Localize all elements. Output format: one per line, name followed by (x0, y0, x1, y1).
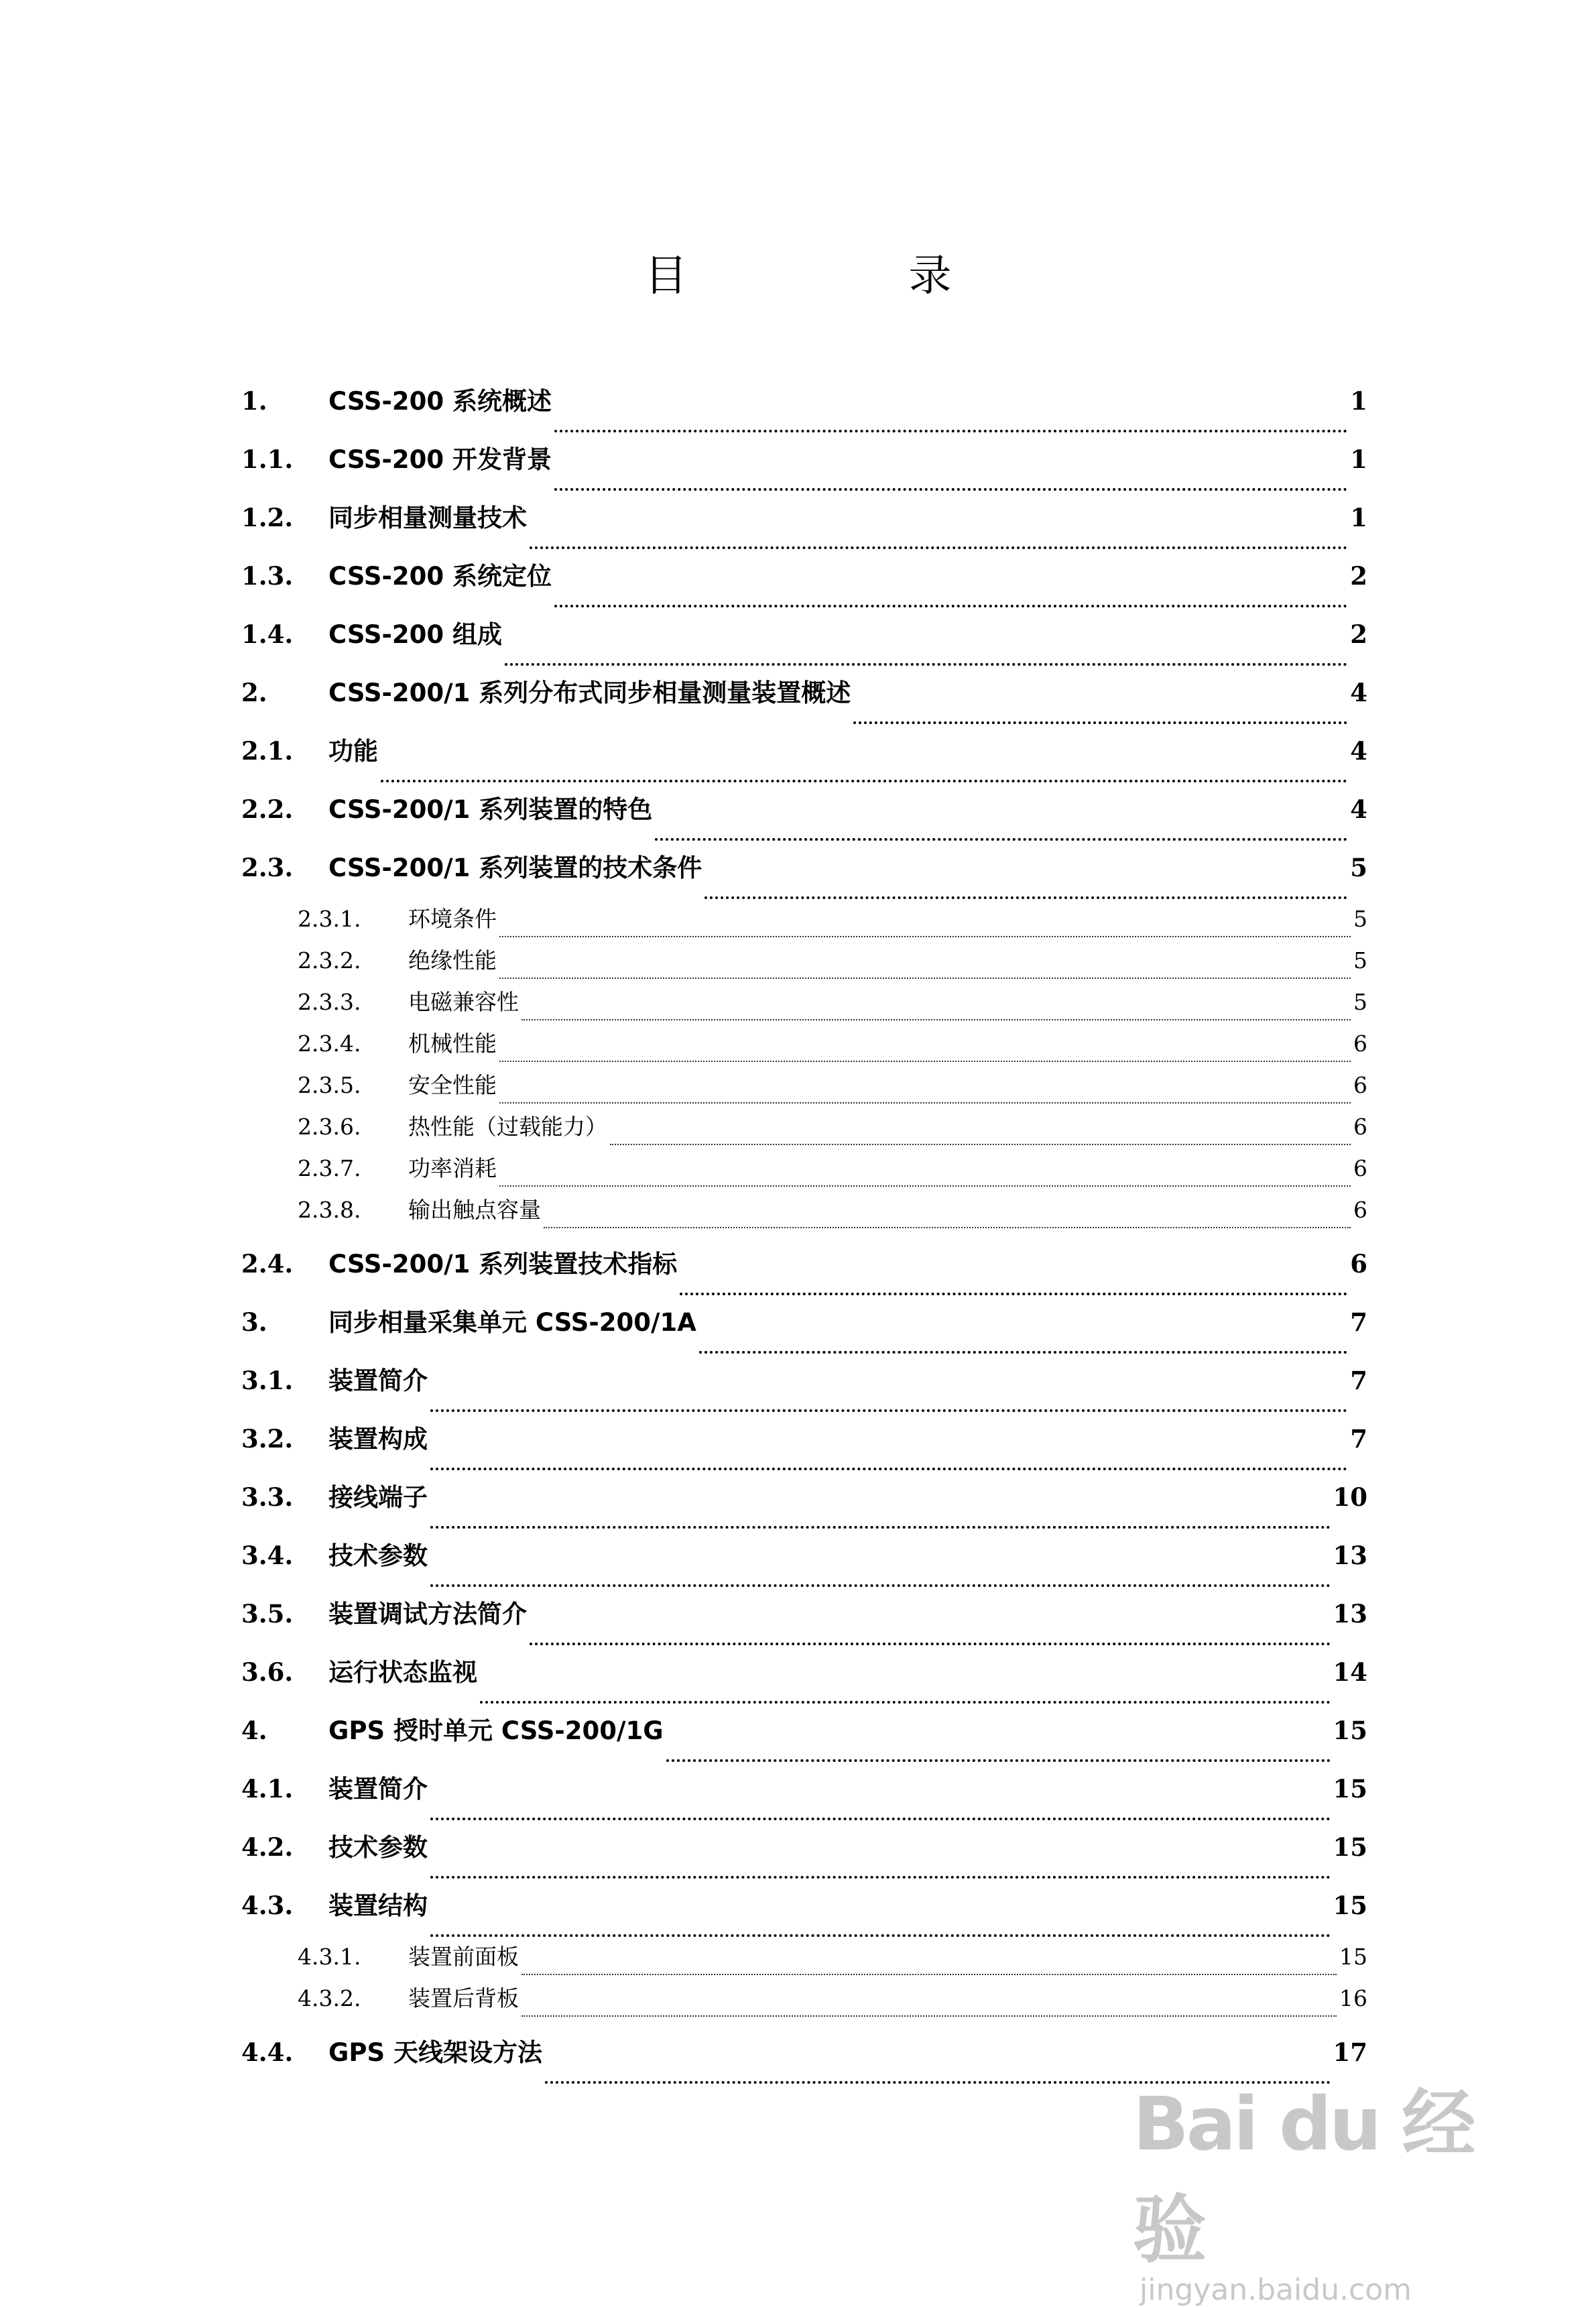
toc-entry-number: 4.3.2. (298, 1985, 361, 2011)
toc-leader-dots (499, 936, 1351, 937)
toc-entry-page: 5 (1350, 853, 1367, 882)
toc-entry[interactable] (298, 1981, 1367, 2023)
toc-leader-dots (521, 1019, 1351, 1020)
toc-entry-number: 2.3.1. (298, 906, 361, 932)
toc-entry-page: 15 (1333, 1716, 1367, 1745)
toc-leader-dots (430, 1584, 1331, 1587)
toc-entry[interactable] (241, 1535, 1367, 1594)
toc-entry[interactable] (241, 1594, 1367, 1652)
title-char-2: 录 (908, 251, 952, 301)
toc-leader-dots (544, 1227, 1351, 1228)
toc-entry-title: 装置构成 (328, 1425, 428, 1454)
toc-leader-dots (499, 978, 1351, 979)
toc-entry[interactable] (298, 1110, 1367, 1151)
toc-entry-title: GPS 天线架设方法 (328, 2038, 543, 2067)
toc-entry-number: 3.5. (241, 1599, 294, 1629)
toc-leader-dots (430, 1876, 1331, 1879)
toc-entry-number: 2.3.7. (298, 1155, 361, 1181)
toc-entry-title: 装置前面板 (408, 1944, 519, 1970)
toc-leader-dots (530, 546, 1347, 549)
toc-entry-number: 4. (241, 1716, 267, 1745)
toc-entry-page: 15 (1333, 1832, 1367, 1862)
toc-entry[interactable] (241, 614, 1367, 672)
toc-entry-page: 4 (1350, 794, 1367, 824)
toc-entry-number: 2.3.5. (298, 1072, 361, 1098)
toc-leader-dots (505, 663, 1347, 666)
toc-entry-number: 3.6. (241, 1657, 294, 1687)
toc-entry[interactable] (298, 1193, 1367, 1234)
toc-entry[interactable] (241, 381, 1367, 439)
toc-entry-title: CSS-200 开发背景 (328, 445, 552, 474)
toc-entry[interactable] (298, 902, 1367, 943)
toc-entry-title: 技术参数 (328, 1541, 428, 1570)
toc-entry[interactable] (241, 847, 1367, 906)
toc-entry-page: 6 (1353, 1197, 1367, 1223)
toc-entry-number: 2.3. (241, 853, 294, 882)
toc-entry-title: 同步相量采集单元 CSS-200/1A (328, 1308, 696, 1337)
toc-leader-dots (499, 1185, 1351, 1187)
toc-entry-number: 4.3. (241, 1891, 294, 1920)
toc-entry-title: 装置调试方法简介 (328, 1600, 527, 1629)
title-char-1: 目 (644, 251, 688, 301)
watermark-url: jingyan.baidu.com (1140, 2273, 1412, 2307)
toc-leader-dots (853, 721, 1347, 724)
toc-entry-number: 3.2. (241, 1424, 294, 1454)
toc-entry-page: 7 (1350, 1424, 1367, 1454)
toc-entry-title: CSS-200 系统概述 (328, 387, 552, 416)
toc-entry[interactable] (241, 1710, 1367, 1769)
toc-entry[interactable] (241, 1769, 1367, 1827)
toc-entry-page: 15 (1333, 1774, 1367, 1803)
toc-entry[interactable] (241, 497, 1367, 556)
page-title (0, 241, 1596, 303)
toc-leader-dots (610, 1144, 1351, 1145)
toc-entry-title: 功率消耗 (408, 1155, 497, 1181)
toc-entry-title: 接线端子 (328, 1483, 428, 1512)
toc-leader-dots (480, 1701, 1331, 1704)
toc-entry-title: 功能 (328, 737, 378, 766)
toc-leader-dots (430, 1409, 1347, 1412)
toc-entry[interactable] (241, 556, 1367, 614)
toc-leader-dots (554, 430, 1347, 432)
toc-entry-number: 1.3. (241, 561, 294, 591)
toc-entry-title: 装置简介 (328, 1775, 428, 1803)
toc-entry-number: 4.2. (241, 1832, 294, 1862)
toc-leader-dots (554, 488, 1347, 491)
toc-entry[interactable] (241, 439, 1367, 497)
toc-entry[interactable] (298, 985, 1367, 1026)
toc-entry-page: 6 (1353, 1155, 1367, 1181)
baidu-jingyan-watermark (1133, 2065, 1508, 2307)
toc-entry-number: 2.3.2. (298, 947, 361, 973)
toc-entry-page: 1 (1350, 445, 1367, 474)
toc-entry[interactable] (298, 1026, 1367, 1068)
toc-entry-title: 电磁兼容性 (408, 989, 519, 1015)
toc-entry-page: 2 (1350, 561, 1367, 591)
toc-entry[interactable] (241, 1419, 1367, 1477)
toc-entry-title: 安全性能 (408, 1072, 497, 1098)
toc-entry-title: 装置结构 (328, 1891, 428, 1920)
toc-entry-title: 装置后背板 (408, 1985, 519, 2011)
toc-entry[interactable] (298, 1068, 1367, 1110)
toc-entry-page: 6 (1353, 1072, 1367, 1098)
toc-leader-dots (430, 1468, 1347, 1470)
toc-entry-page: 7 (1350, 1307, 1367, 1337)
table-of-contents (241, 381, 1367, 2090)
toc-entry-number: 2. (241, 678, 267, 707)
toc-entry-number: 1.1. (241, 445, 294, 474)
toc-entry-title: CSS-200/1 系列装置的技术条件 (328, 853, 702, 882)
toc-entry-title: 绝缘性能 (408, 947, 497, 973)
toc-entry[interactable] (241, 1302, 1367, 1360)
toc-entry[interactable] (241, 1652, 1367, 1710)
toc-entry-number: 4.1. (241, 1774, 294, 1803)
toc-leader-dots (530, 1643, 1331, 1645)
toc-entry-page: 15 (1333, 1891, 1367, 1920)
toc-entry-title: 技术参数 (328, 1833, 428, 1862)
toc-entry-page: 6 (1353, 1030, 1367, 1057)
toc-entry-page: 5 (1353, 947, 1367, 973)
toc-leader-dots (655, 838, 1347, 841)
toc-entry-page: 6 (1353, 1114, 1367, 1140)
toc-entry-page: 13 (1333, 1541, 1367, 1570)
toc-entry-page: 10 (1333, 1482, 1367, 1512)
toc-entry-number: 2.3.3. (298, 989, 361, 1015)
toc-entry-title: CSS-200 系统定位 (328, 562, 552, 591)
toc-leader-dots (499, 1061, 1351, 1062)
toc-entry-page: 5 (1353, 906, 1367, 932)
toc-entry-number: 3. (241, 1307, 267, 1337)
toc-entry[interactable] (241, 1827, 1367, 1885)
toc-entry-page: 15 (1339, 1944, 1367, 1970)
toc-leader-dots (554, 605, 1347, 607)
toc-entry[interactable] (298, 943, 1367, 985)
toc-leader-dots (499, 1102, 1351, 1104)
toc-entry-number: 4.3.1. (298, 1944, 361, 1970)
toc-entry-title: 环境条件 (408, 906, 497, 932)
toc-entry[interactable] (298, 1151, 1367, 1193)
toc-entry[interactable] (241, 1477, 1367, 1535)
toc-leader-dots (430, 1934, 1331, 1937)
toc-entry-number: 2.3.6. (298, 1114, 361, 1140)
toc-entry-number: 2.3.8. (298, 1197, 361, 1223)
toc-entry-title: 运行状态监视 (328, 1658, 477, 1687)
toc-entry-page: 1 (1350, 386, 1367, 416)
toc-entry-number: 2.2. (241, 794, 294, 824)
toc-entry[interactable] (241, 1885, 1367, 1944)
toc-entry-page: 4 (1350, 678, 1367, 707)
toc-entry[interactable] (241, 1360, 1367, 1419)
toc-entry-page: 5 (1353, 989, 1367, 1015)
toc-entry-page: 13 (1333, 1599, 1367, 1629)
toc-leader-dots (704, 896, 1347, 899)
toc-entry[interactable] (241, 789, 1367, 847)
toc-entry-number: 3.1. (241, 1366, 294, 1395)
toc-entry-page: 16 (1339, 1985, 1367, 2011)
toc-entry-number: 3.3. (241, 1482, 294, 1512)
toc-entry[interactable] (241, 672, 1367, 731)
toc-leader-dots (699, 1351, 1347, 1354)
toc-leader-dots (680, 1293, 1347, 1295)
toc-entry-title: 同步相量测量技术 (328, 504, 527, 532)
toc-entry-page: 4 (1350, 736, 1367, 766)
toc-entry[interactable] (241, 1244, 1367, 1302)
toc-entry-number: 1.4. (241, 619, 294, 649)
toc-entry-number: 2.4. (241, 1249, 294, 1279)
toc-entry-title: CSS-200/1 系列装置的特色 (328, 795, 653, 824)
toc-leader-dots (521, 2015, 1337, 2017)
toc-entry-page: 6 (1350, 1249, 1367, 1279)
toc-entry-number: 2.1. (241, 736, 294, 766)
toc-leader-dots (381, 780, 1347, 782)
toc-entry-title: 装置简介 (328, 1366, 428, 1395)
toc-leader-dots (430, 1526, 1331, 1529)
toc-entry[interactable] (241, 731, 1367, 789)
toc-entry-title: CSS-200/1 系列装置技术指标 (328, 1250, 678, 1279)
toc-entry-page: 17 (1333, 2037, 1367, 2067)
toc-leader-dots (521, 1974, 1337, 1975)
toc-entry-title: 输出触点容量 (408, 1197, 541, 1223)
toc-entry-page: 14 (1333, 1657, 1367, 1687)
toc-leader-dots (666, 1759, 1331, 1762)
toc-entry-number: 4.4. (241, 2037, 294, 2067)
toc-entry-title: CSS-200/1 系列分布式同步相量测量装置概述 (328, 678, 851, 707)
toc-entry-number: 1.2. (241, 503, 294, 532)
toc-entry-number: 1. (241, 386, 267, 416)
watermark-logo: Bai du 经验 (1133, 2081, 1473, 2273)
toc-entry[interactable] (298, 1940, 1367, 1981)
toc-entry-page: 1 (1350, 503, 1367, 532)
toc-entry-page: 7 (1350, 1366, 1367, 1395)
toc-entry-title: 机械性能 (408, 1030, 497, 1057)
toc-leader-dots (430, 1818, 1331, 1820)
toc-entry-title: 热性能（过载能力） (408, 1114, 607, 1140)
toc-entry-number: 3.4. (241, 1541, 294, 1570)
toc-entry-number: 2.3.4. (298, 1030, 361, 1057)
toc-entry-title: GPS 授时单元 CSS-200/1G (328, 1716, 664, 1745)
toc-entry-title: CSS-200 组成 (328, 620, 502, 649)
toc-entry-page: 2 (1350, 619, 1367, 649)
